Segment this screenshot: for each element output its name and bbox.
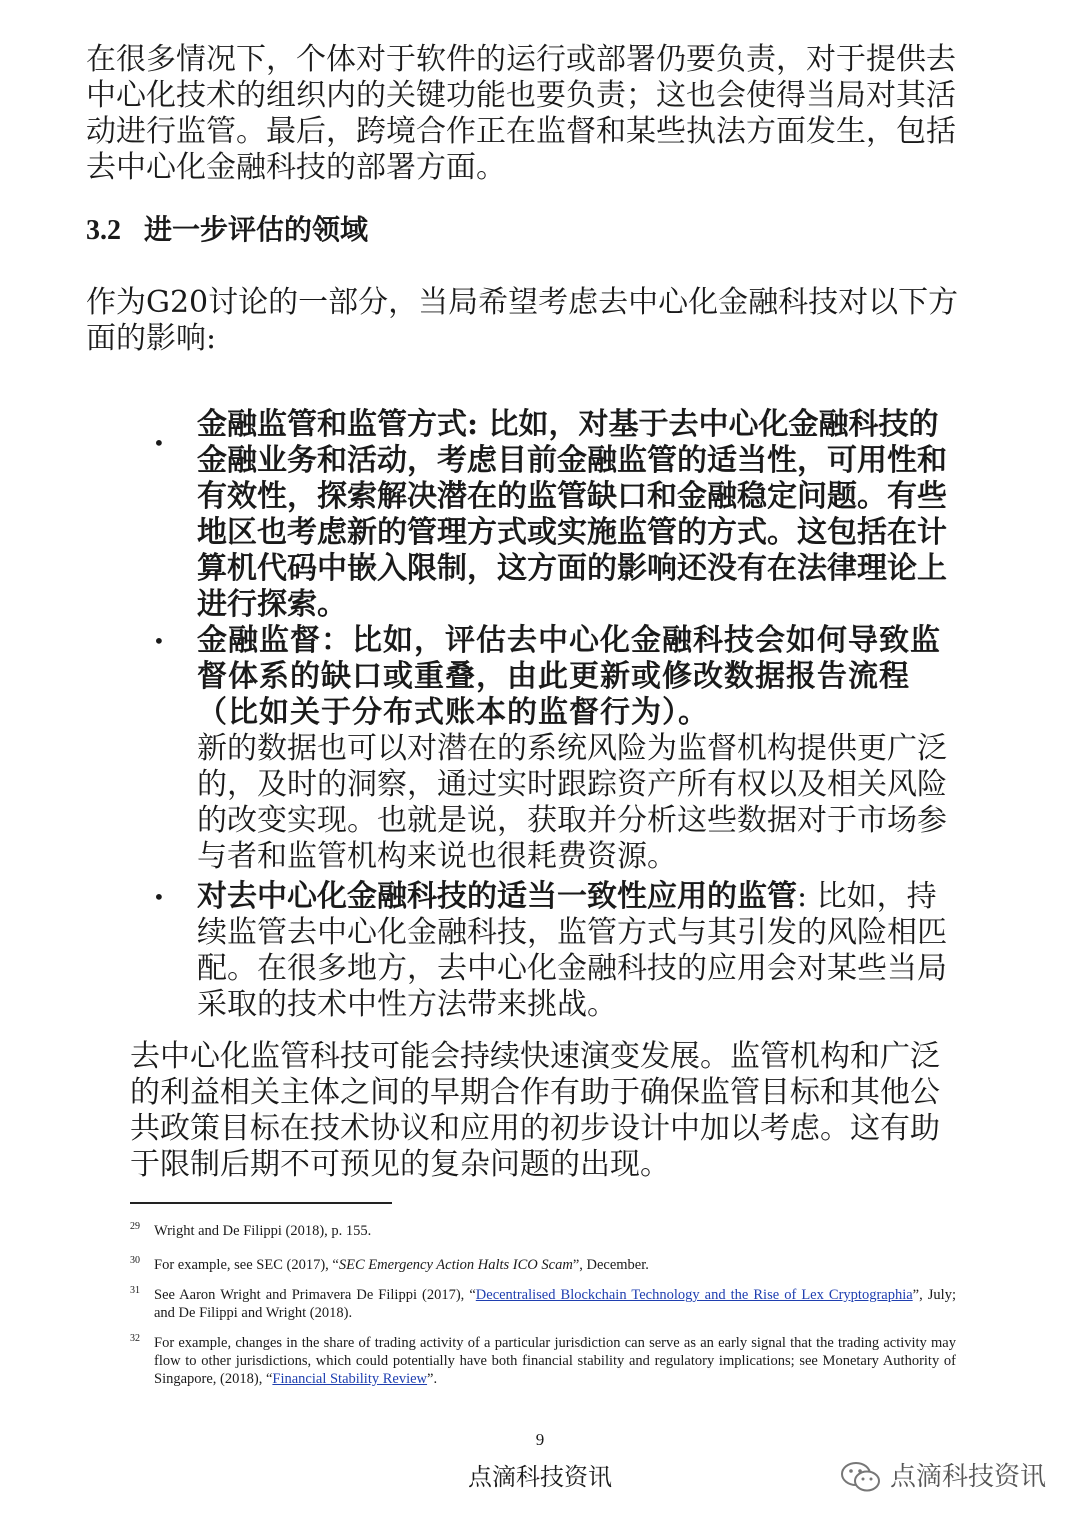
footnote-text: Wright and De Filippi (2018), p. 155. — [154, 1223, 372, 1239]
wechat-watermark — [840, 1460, 1046, 1494]
page-number: 9 — [535, 1430, 545, 1449]
footnote-title: SEC Emergency Action Halts ICO Scam — [338, 1257, 573, 1273]
footnote-link-financial-stability-review[interactable]: Financial Stability Review — [272, 1371, 428, 1387]
watermark-text: 点滴科技资讯 — [889, 1462, 1046, 1492]
bullet-bold-text: 金融监管和监管方式: 比如，对基于去中心化金融科技的金融业务和活动，考虑目前金融监管的适当性，可用性和有效性，探索解决潜在的监管缺口和金融稳定问题。有些地区也考虑新的管理方式或实施监管的方式。这包括在计算机代码中嵌入限制，这方面的影响还没有在法律理论上进行探索。 — [197, 407, 947, 622]
footnote-text-pre: For example, changes in the share of trading activity of a particular jurisdiction can serve as an early signal that the trading activity may flow to other jurisdictions, which could potentially have both financial stability and regulatory implications; see Monetary Authority of Singapore, (2018), “ — [154, 1335, 956, 1387]
footer-source: 点滴科技资讯 — [468, 1463, 612, 1491]
wechat-icon — [840, 1461, 882, 1493]
footnote-29 — [130, 1222, 956, 1240]
bullet-bold-text: 金融监督：比如，评估去中心化金融科技会如何导致监督体系的缺口或重叠，由此更新或修改数据报告流程（比如关于分布式账本的监督行为）。 — [197, 623, 941, 730]
closing-paragraph: 去中心化监管科技可能会持续快速演变发展。监管机构和广泛的利益相关主体之间的早期合作有助于确保监管目标和其他公共政策目标在技术协议和应用的初步设计中加以考虑。这有助于限制后期不可预见的复杂问题的出现。 — [130, 1039, 940, 1182]
section-title: 进一步评估的领域 — [144, 215, 369, 246]
bullet-regular-text: 新的数据也可以对潜在的系统风险为监督机构提供更广泛的，及时的洞察，通过实时跟踪资产所有权以及相关风险的改变实现。也就是说，获取并分析这些数据对于市场参与者和监管机构来说也很耗费资源。 — [197, 731, 947, 874]
section-heading — [86, 213, 368, 249]
footnote-number: 29 — [130, 1221, 140, 1232]
footnote-text-post: ”, July; and De Filippi and Wright (2018). — [154, 1287, 956, 1321]
footnote-number: 32 — [130, 1333, 140, 1344]
intro-paragraph: 在很多情况下，个体对于软件的运行或部署仍要负责，对于提供去中心化技术的组织内的关键功能也要负责；这也会使得当局对其活动进行监管。最后，跨境合作正在监督和某些执法方面发生，包括去中心化金融科技的部署方面。 — [86, 42, 956, 185]
bullet-item-consistent-application — [153, 879, 957, 1023]
bullet-marker: • — [153, 885, 165, 909]
section-number: 3.2 — [86, 215, 121, 246]
bullet-bold-text: 对去中心化金融科技的适当一致性应用的监管 — [197, 879, 797, 914]
footnote-text-pre: For example, see SEC (2017), “ — [154, 1257, 339, 1273]
footnote-30 — [130, 1256, 956, 1274]
footnotes — [130, 1222, 956, 1388]
g20-paragraph: 作为G20讨论的一部分，当局希望考虑去中心化金融科技对以下方面的影响: — [86, 285, 959, 356]
footnote-link-blockchain-lex[interactable]: Decentralised Blockchain Technology and the Rise of Lex Cryptographia — [475, 1287, 913, 1303]
footnote-number: 31 — [130, 1285, 140, 1296]
bullet-item-financial-supervision — [153, 623, 957, 875]
footnote-number: 30 — [130, 1255, 140, 1266]
footnote-text-post: ”. — [427, 1371, 438, 1387]
footnote-32 — [130, 1334, 956, 1388]
bullet-item-financial-regulation — [153, 407, 957, 623]
footnote-31 — [130, 1286, 956, 1322]
footnote-divider — [130, 1202, 392, 1204]
bullet-marker: • — [153, 629, 165, 653]
footnote-text-pre: See Aaron Wright and Primavera De Filippi (2017), “ — [154, 1287, 476, 1303]
bullet-regular-text: : 比如，持续监管去中心化金融科技，监管方式与其引发的风险相匹配。在很多地方，去中心化金融科技的应用会对某些当局采取的技术中性方法带来挑战。 — [197, 879, 947, 1022]
footnote-text-post: ”, December. — [572, 1257, 649, 1273]
bullet-marker: • — [153, 431, 165, 455]
